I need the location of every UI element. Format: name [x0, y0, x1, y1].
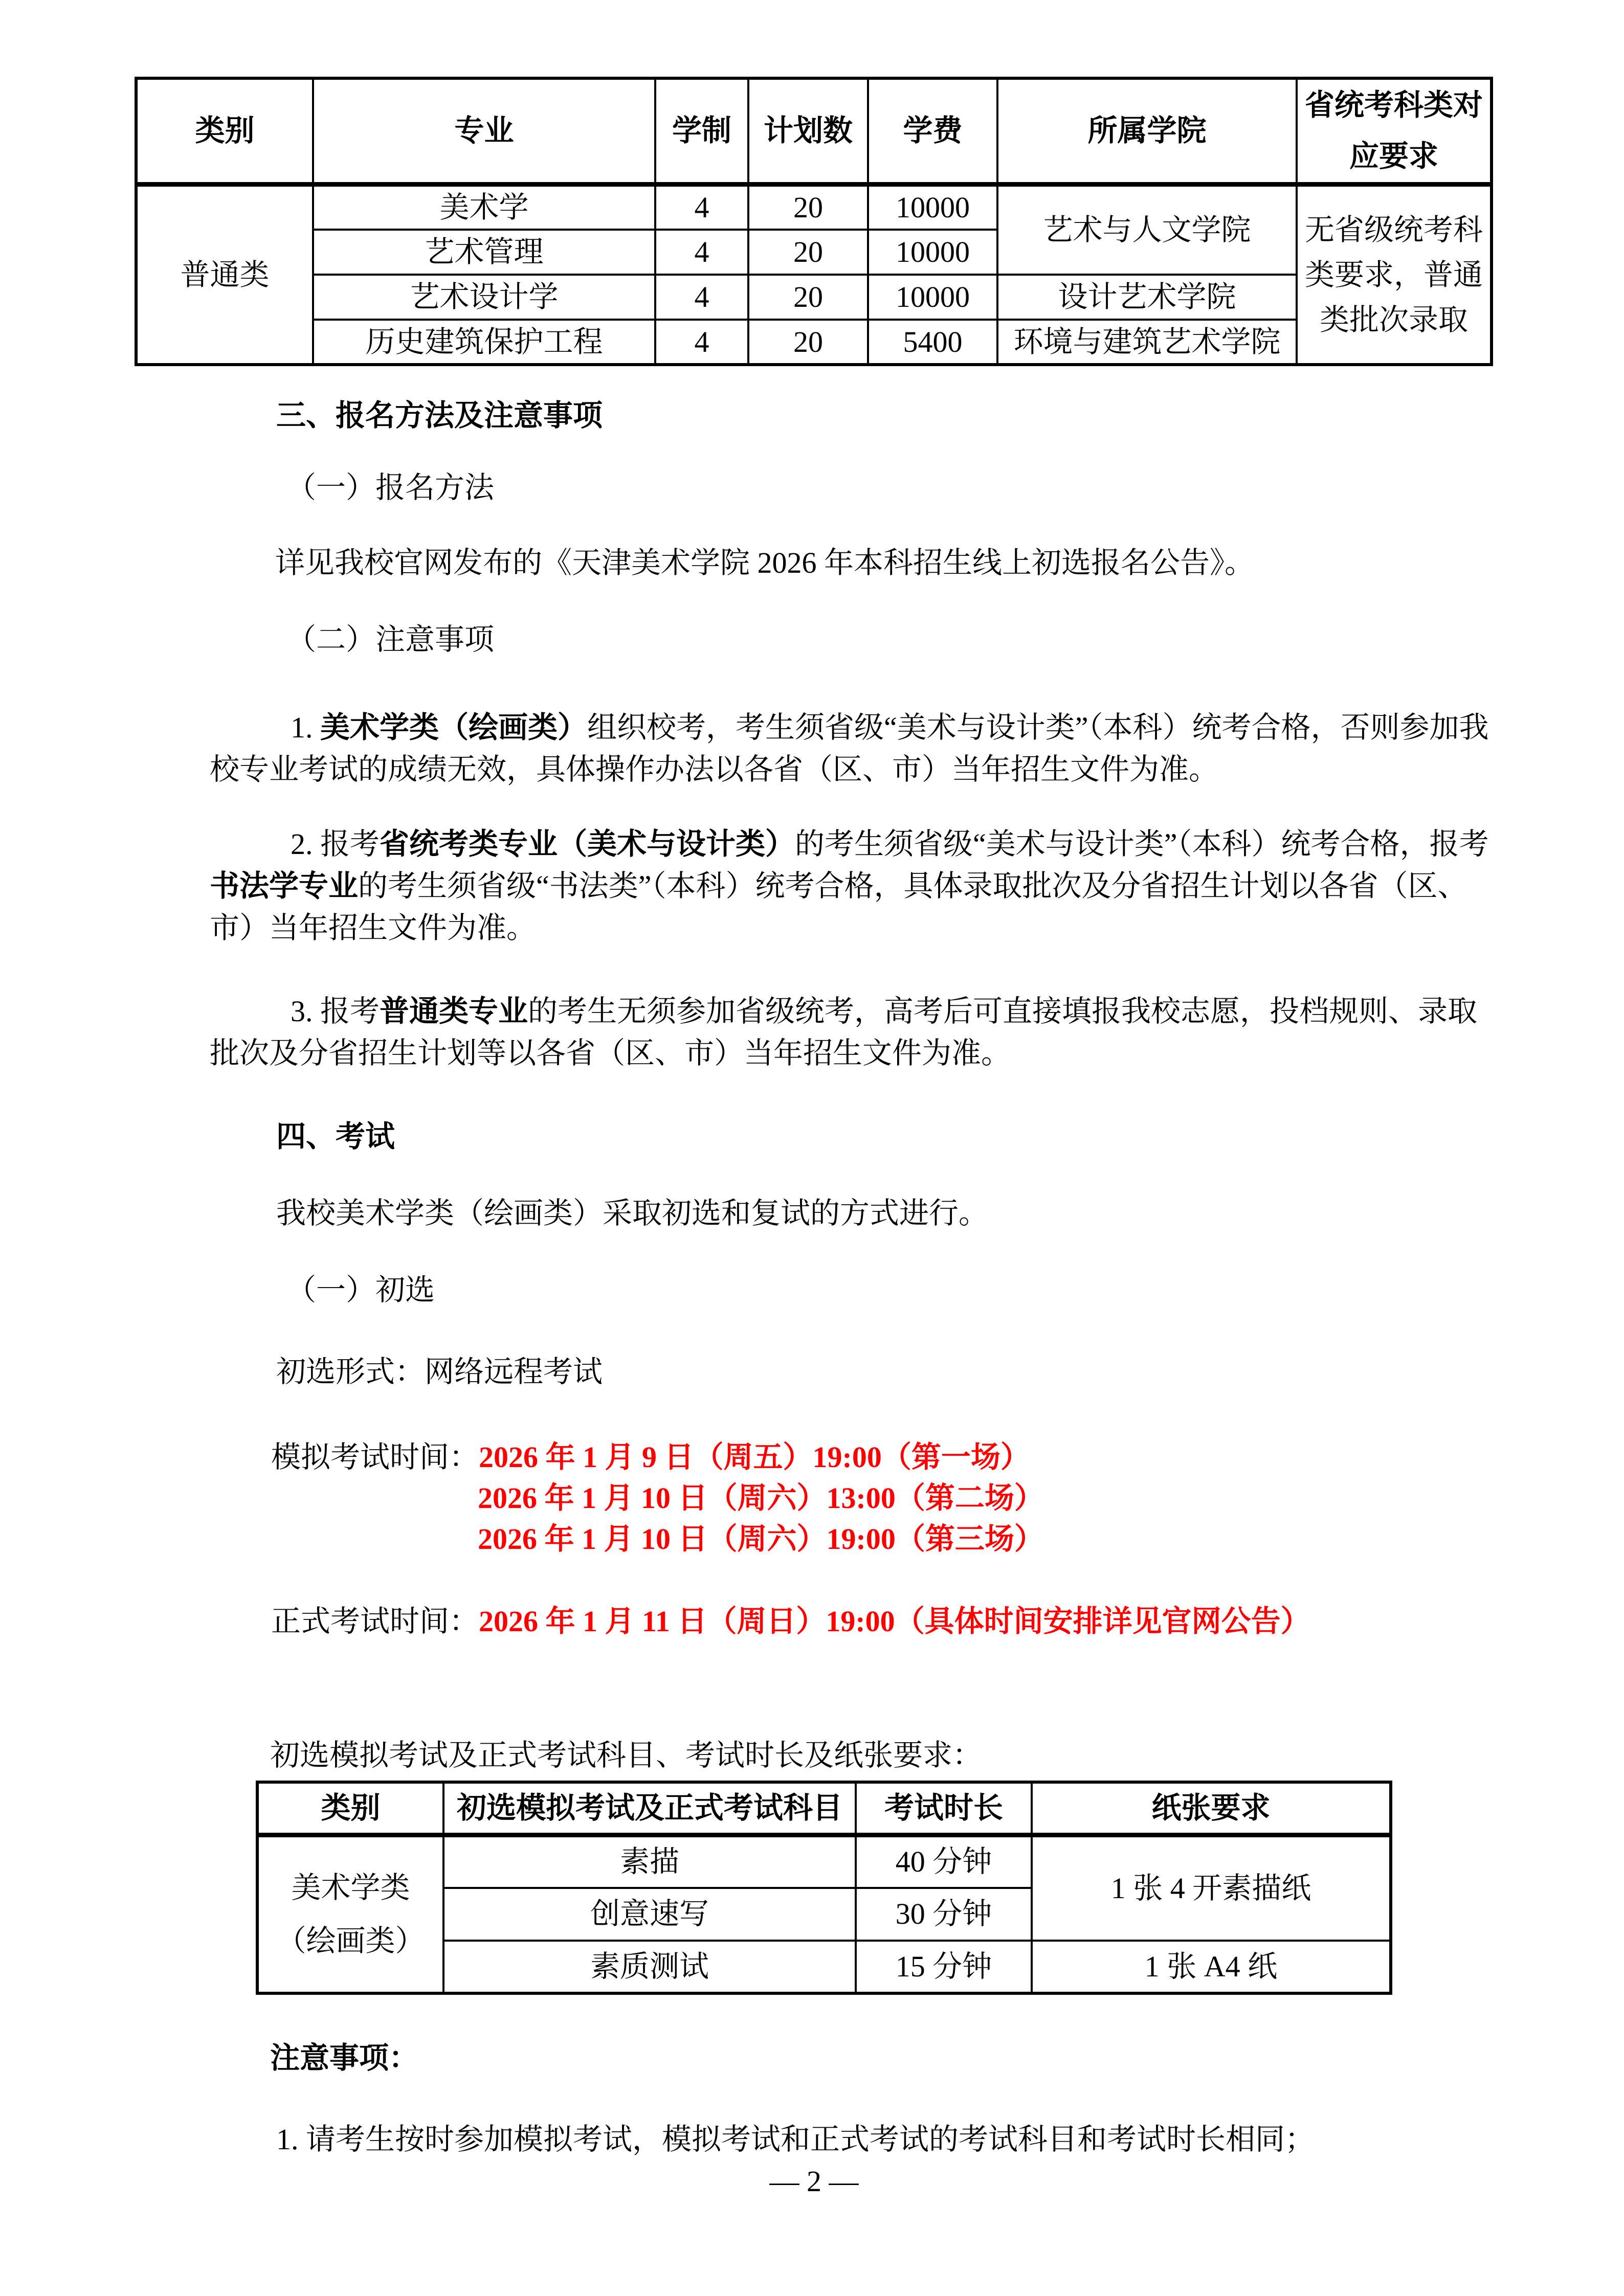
plan-table-header-row: [136, 78, 1492, 185]
plan-header-years: 学制: [655, 78, 748, 185]
cell-duration: 30 分钟: [856, 1888, 1032, 1941]
cell-subject: 素质测试: [443, 1941, 856, 1993]
exam-header-paper: 纸张要求: [1032, 1782, 1391, 1835]
notice-item-3-bold: 普通类专业: [380, 995, 528, 1028]
cell-exam-category: [257, 1835, 443, 1993]
section4-sub1-title: （一）初选: [286, 1273, 435, 1307]
section3-title: 三、报名方法及注意事项: [276, 399, 603, 432]
section3-sub2-title: （二）注意事项: [286, 623, 495, 656]
exam-header-category: 类别: [257, 1782, 443, 1835]
cell-subject: 素描: [443, 1835, 856, 1888]
table-row: [136, 320, 1492, 365]
exam-subjects-table: [256, 1781, 1392, 1995]
notice-item-1-bold: 美术学类（绘画类）: [320, 711, 588, 744]
section4-intro: 我校美术学类（绘画类）采取初选和复试的方式进行。: [276, 1197, 989, 1230]
cell-requirement: 无省级统考科类要求，普通类批次录取: [1297, 185, 1492, 365]
mock-time-line-2: [210, 1478, 1494, 1519]
notice-item-2-bold1: 省统考类专业（美术与设计类）: [380, 827, 795, 861]
cell-plan: 20: [748, 275, 868, 320]
cell-years: 4: [655, 275, 748, 320]
notice-item-2: [210, 823, 1494, 949]
exam-category-line2: （绘画类）: [276, 1924, 425, 1957]
table-row: [257, 1835, 1391, 1888]
mock-time-2: 2026 年 1 月 10 日（周六）13:00（第二场）: [478, 1481, 1044, 1515]
cell-major: 艺术设计学: [313, 275, 655, 320]
section4-title: 四、考试: [276, 1120, 395, 1153]
table-row: [136, 275, 1492, 320]
exam-header-subject: 初选模拟考试及正式考试科目: [443, 1782, 856, 1835]
plan-header-tuition: 学费: [868, 78, 997, 185]
plan-header-requirement: 省统考科类对应要求: [1297, 78, 1492, 185]
cell-subject: 创意速写: [443, 1888, 856, 1941]
cell-college: 设计艺术学院: [997, 275, 1297, 320]
mock-time-line-1: [210, 1437, 1494, 1478]
cell-major: 艺术管理: [313, 230, 655, 275]
cell-years: 4: [655, 230, 748, 275]
notice-item-1-num: 1.: [291, 711, 320, 744]
notice-item-1: [210, 707, 1494, 791]
mock-exam-schedule: [210, 1437, 1494, 1642]
notice-item-3-num: 3. 报考: [291, 995, 380, 1028]
exam-table-header-row: [257, 1782, 1391, 1835]
cell-major: 历史建筑保护工程: [313, 320, 655, 365]
cell-duration: 15 分钟: [856, 1941, 1032, 1993]
cell-plan: 20: [748, 320, 868, 365]
plan-header-major: 专业: [313, 78, 655, 185]
cell-major: 美术学: [313, 185, 655, 230]
mock-time-1: 2026 年 1 月 9 日（周五）19:00（第一场）: [479, 1440, 1030, 1474]
cell-years: 4: [655, 185, 748, 230]
section3-sub1-body: 详见我校官网发布的《天津美术学院 2026 年本科招生线上初选报名公告》。: [275, 546, 1255, 579]
cell-paper: 1 张 4 开素描纸: [1032, 1835, 1391, 1941]
formal-time: 2026 年 1 月 11 日（周日）19:00（具体时间安排详见官网公告）: [479, 1605, 1310, 1638]
cell-duration: 40 分钟: [856, 1835, 1032, 1888]
notice-item-2-bold2: 书法学专业: [210, 869, 359, 903]
notes-title: 注意事项：: [270, 2041, 419, 2075]
cell-tuition: 10000: [868, 230, 997, 275]
cell-years: 4: [655, 320, 748, 365]
cell-college: 艺术与人文学院: [997, 185, 1297, 275]
notice-item-3: [210, 991, 1494, 1074]
mock-time-3: 2026 年 1 月 10 日（周六）19:00（第三场）: [478, 1522, 1044, 1556]
cell-tuition: 10000: [868, 275, 997, 320]
notice-item-2-mid: 的考生须省级“美术与设计类”（本科）统考合格，报考: [795, 827, 1489, 861]
page-number: — 2 —: [769, 2164, 859, 2198]
table-row: [136, 185, 1492, 230]
cell-tuition: 5400: [868, 320, 997, 365]
notes-item-1: 1. 请考生按时参加模拟考试，模拟考试和正式考试的考试科目和考试时长相同；: [276, 2122, 1315, 2156]
preselect-form-line: 初选形式：网络远程考试: [276, 1355, 603, 1388]
notice-item-2-num: 2. 报考: [291, 827, 380, 861]
cell-plan: 20: [748, 230, 868, 275]
mock-time-line-3: [210, 1519, 1494, 1560]
plan-header-plan: 计划数: [748, 78, 868, 185]
notice-item-1-rest: 组织校考，考生须省级“美术与设计类”（本科）统考合格，否则参加我校专业考试的成绩无效，具体操作办法以各省（区、市）当年招生文件为准。: [210, 711, 1489, 786]
cell-tuition: 10000: [868, 185, 997, 230]
cell-college: 环境与建筑艺术学院: [997, 320, 1297, 365]
plan-header-category: 类别: [136, 78, 313, 185]
cell-paper: 1 张 A4 纸: [1032, 1941, 1391, 1993]
cell-category: 普通类: [136, 185, 313, 365]
notice-item-2-rest: 的考生须省级“书法类”（本科）统考合格，具体录取批次及分省招生计划以各省（区、市）当年招生文件为准。: [210, 869, 1467, 944]
section3-sub1-title: （一）报名方法: [286, 471, 495, 504]
mock-time-label: 模拟考试时间：: [271, 1440, 479, 1474]
formal-time-label: 正式考试时间：: [271, 1605, 479, 1638]
exam-category-line1: 美术学类: [291, 1871, 410, 1904]
enrollment-plan-table: [135, 77, 1493, 366]
cell-plan: 20: [748, 185, 868, 230]
notice-item-3-rest: 的考生无须参加省级统考，高考后可直接填报我校志愿，投档规则、录取批次及分省招生计划等以各省（区、市）当年招生文件为准。: [210, 995, 1478, 1070]
exam-header-duration: 考试时长: [856, 1782, 1032, 1835]
formal-time-line: [210, 1601, 1494, 1642]
exam-table-intro: 初选模拟考试及正式考试科目、考试时长及纸张要求：: [270, 1739, 983, 1772]
plan-header-college: 所属学院: [997, 78, 1297, 185]
